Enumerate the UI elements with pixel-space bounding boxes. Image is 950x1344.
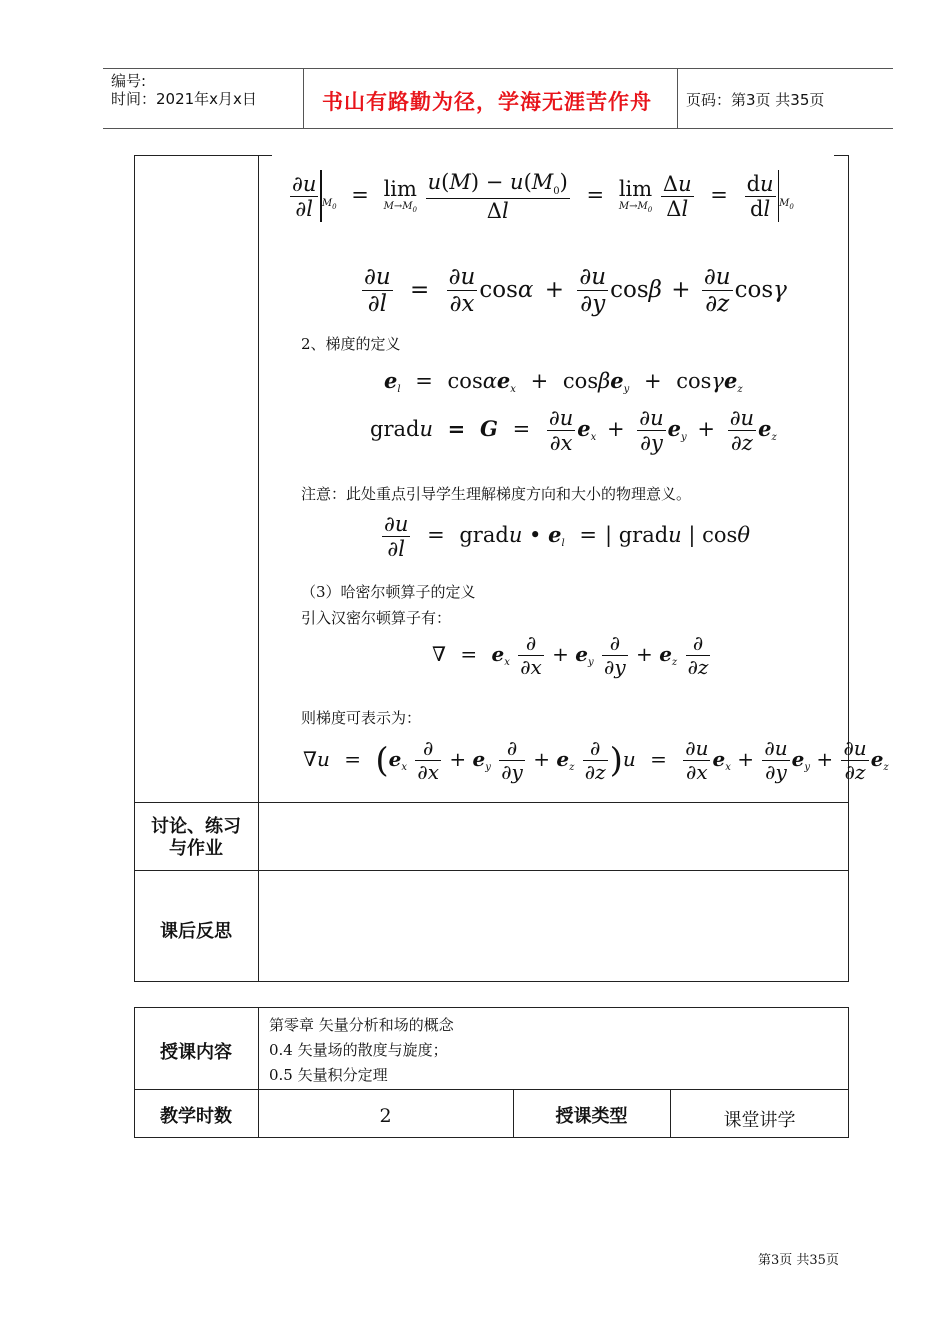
gradient-note: 注意：此处重点引导学生理解梯度方向和大小的物理意义。 [301,485,692,503]
discussion-label-line-1: 讨论、练习 [151,816,241,837]
inner-top-gap [272,153,834,157]
gradient-expression-intro: 则梯度可表示为： [301,709,422,727]
post-class-reflection-label: 课后反思 [160,921,232,942]
serial-number-label: 编号: [111,72,147,90]
formula-directional-derivative-limit: $\frac{\partial u}{\partial l}$ $_{M_0}$ = lim $M\to M_0$ $\frac{u(M) - u(M_0)}{\Delta l}$ = lim $M\to M_0$ $\frac{\Delta u}{\Delta l}$ = $\frac{du}{dl}$ $_{M_0}$ [292,170,794,223]
header-page-number: 页码：第3页 共35页 [686,91,825,109]
lesson-content-label: 授课内容 [160,1042,232,1063]
lesson-content-line-2: 0.4 矢量场的散度与旋度； [269,1041,448,1059]
formula-unit-vector: $e_l = \cos\alpha e_x + \cos\beta e_y + \cos\gamma e_z$ [384,368,743,395]
formula-directional-derivative-cosines: $\frac{\partial u}{\partial l}$ = $\frac{\partial u}{\partial x}$ cosα + $\frac{\partial u}{\partial y}$ cosβ + $\frac{\partial u}{\partial z}$ cosγ [364,264,787,318]
row-divider-2 [134,870,849,871]
lesson-content-line-1: 第零章 矢量分析和场的概念 [269,1016,454,1034]
lesson-table-row-divider [134,1089,849,1090]
formula-nabla-u: $\nabla u = (e_x$ $\frac{\partial}{\partial x}$ + $e_y$ $\frac{\partial}{\partial y}$ + $e_z$ $\frac{\partial}{\partial z}$ )u = $\frac{\partial u}{\partial x}$ $e_x$ + $\frac{\partial u}{\partial y}$ $e_y$ + $\frac{\partial u}{\partial z}$ $e_z$ [303,736,889,784]
header-divider-1 [303,68,304,129]
date-label: 时间：2021年x月x日 [111,90,257,108]
header-top-rule [103,68,893,69]
formula-gradient-projection: $\frac{\partial u}{\partial l}$ = gradu • $e_l$ = | gradu | cosθ [384,512,750,562]
formula-gradient: gradu = G = $\frac{\partial u}{\partial x}$ $e_x$ + $\frac{\partial u}{\partial y}$ $e_y$ + $\frac{\partial u}{\partial z}$ $e_z$ [370,406,777,456]
hamilton-operator-heading: （3）哈密尔顿算子的定义 [301,583,476,601]
lesson-type-value: 课堂讲学 [723,1110,796,1131]
header-bottom-rule [103,128,893,129]
header-divider-2 [677,68,678,129]
header-motto: 书山有路勤为径，学海无涯苦作舟 [322,90,652,114]
formula-nabla-operator: ∇ = $e_x$ $\frac{\partial}{\partial x}$ + $e_y$ $\frac{\partial}{\partial y}$ + $e_z$ $\frac{\partial}{\partial z}$ [432,631,709,679]
discussion-exercise-label [134,816,258,860]
teaching-hours-label: 教学时数 [160,1106,232,1127]
discussion-label-line-2: 与作业 [169,838,223,859]
lesson-content-line-3: 0.5 矢量积分定理 [269,1066,388,1084]
footer-page-number: 第3页 共35页 [758,1253,839,1268]
hamilton-operator-intro: 引入汉密尔顿算子有： [301,609,452,627]
row-divider-1 [134,802,849,803]
lesson-type-label: 授课类型 [555,1106,628,1127]
teaching-hours-value: 2 [379,1105,392,1127]
gradient-definition-heading: 2、梯度的定义 [301,335,401,353]
main-table-column-divider [258,155,259,982]
